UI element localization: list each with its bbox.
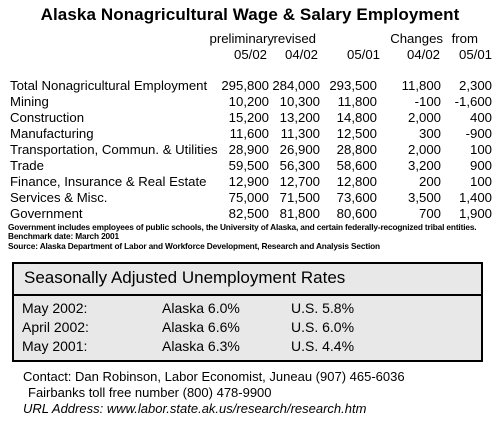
cell-0501: 73,600 [336, 190, 377, 205]
cell-0501: 293,500 [329, 78, 377, 93]
cell-prelim-0502: 11,600 [229, 126, 269, 141]
cell-prelim-0502: 82,500 [228, 206, 269, 221]
header-col-change-0501: 05/01 [458, 47, 492, 62]
cell-revised-0402: 10,300 [279, 94, 320, 109]
unemployment-title: Seasonally Adjusted Unemployment Rates [24, 268, 346, 287]
cell-0501: 58,600 [336, 158, 377, 173]
cell-0501: 28,800 [336, 142, 377, 157]
unemployment-period: May 2002: [22, 300, 88, 316]
column-header-row-2 [0, 47, 500, 63]
footnote-benchmark: Benchmark date: March 2001 [8, 232, 119, 242]
cell-change-0402: 3,200 [407, 158, 441, 173]
table-row-finance [0, 174, 500, 190]
unemployment-rates-box [12, 262, 483, 362]
unemployment-divider [14, 294, 481, 296]
cell-change-0402: 700 [418, 206, 441, 221]
cell-prelim-0502: 28,900 [228, 142, 269, 157]
cell-revised-0402: 12,700 [279, 174, 320, 189]
unemployment-us: U.S. 5.8% [291, 300, 355, 316]
header-revised: revised [273, 31, 316, 46]
cell-change-0501: 100 [469, 174, 492, 189]
unemployment-alaska: Alaska 6.0% [162, 300, 240, 316]
table-row-services [0, 190, 500, 206]
cell-change-0501: -1,600 [454, 94, 492, 109]
unemployment-row [14, 338, 481, 356]
cell-0501: 11,800 [337, 94, 377, 109]
row-label: Finance, Insurance & Real Estate [10, 174, 207, 189]
cell-0501: 12,800 [336, 174, 377, 189]
cell-revised-0402: 284,000 [272, 78, 320, 93]
row-label: Construction [10, 110, 85, 125]
cell-revised-0402: 11,300 [280, 126, 320, 141]
header-col-0502: 05/02 [233, 47, 267, 62]
cell-change-0402: -100 [414, 94, 441, 109]
table-row-construction [0, 110, 500, 126]
row-label: Services & Misc. [10, 190, 108, 205]
cell-change-0501: -900 [465, 126, 492, 141]
contact-info [23, 369, 405, 417]
cell-change-0402: 200 [418, 174, 441, 189]
cell-0501: 80,600 [336, 206, 377, 221]
cell-change-0402: 2,000 [407, 142, 441, 157]
table-row-transportation [0, 142, 500, 158]
table-footnotes [8, 223, 496, 251]
cell-revised-0402: 71,500 [279, 190, 320, 205]
cell-change-0402: 300 [418, 126, 441, 141]
cell-prelim-0502: 59,500 [228, 158, 269, 173]
header-changes: Changes [390, 31, 443, 46]
column-header-row-1 [0, 31, 500, 47]
row-label: Manufacturing [10, 126, 94, 141]
cell-change-0501: 2,300 [458, 78, 492, 93]
cell-revised-0402: 81,800 [279, 206, 320, 221]
cell-prelim-0502: 12,900 [228, 174, 269, 189]
unemployment-period: May 2001: [22, 338, 88, 354]
cell-change-0501: 1,400 [458, 190, 492, 205]
footnote-government: Government includes employees of public schools, the University of Alaska, and certain federally-recognized tribal entities. [8, 223, 477, 232]
cell-0501: 14,800 [336, 110, 377, 125]
cell-0501: 12,500 [336, 126, 377, 141]
header-col-0501: 05/01 [346, 47, 380, 62]
table-row-trade [0, 158, 500, 174]
cell-revised-0402: 13,200 [279, 110, 320, 125]
table-row-total [0, 78, 500, 94]
page-title: Alaska Nonagricultural Wage & Salary Employment [40, 5, 460, 24]
footnote-source: Source: Alaska Department of Labor and Workforce Development, Research and Analysis Section [8, 241, 380, 251]
cell-prelim-0502: 75,000 [228, 190, 269, 205]
header-preliminary: preliminary [209, 31, 274, 46]
row-label: Mining [10, 94, 49, 109]
header-from: from [451, 31, 478, 46]
header-col-0402: 04/02 [284, 47, 318, 62]
table-row-mining [0, 94, 500, 110]
cell-revised-0402: 56,300 [279, 158, 320, 173]
fairbanks-toll-free: Fairbanks toll free number (800) 478-9900 [28, 385, 272, 400]
cell-revised-0402: 26,900 [279, 142, 320, 157]
cell-change-0501: 100 [469, 142, 492, 157]
cell-change-0402: 2,000 [407, 110, 441, 125]
row-label: Trade [10, 158, 44, 173]
cell-change-0501: 900 [469, 158, 492, 173]
contact-line: Contact: Dan Robinson, Labor Economist, Juneau (907) 465-6036 [23, 369, 405, 384]
cell-prelim-0502: 15,200 [228, 110, 269, 125]
unemployment-period: April 2002: [22, 319, 89, 335]
table-row-manufacturing [0, 126, 500, 142]
cell-change-0501: 1,900 [458, 206, 492, 221]
unemployment-alaska: Alaska 6.3% [162, 338, 240, 354]
table-row-government [0, 206, 500, 222]
row-label: Transportation, Commun. & Utilities [10, 142, 218, 157]
unemployment-us: U.S. 4.4% [291, 338, 355, 354]
unemployment-alaska: Alaska 6.6% [162, 319, 240, 335]
url-address: URL Address: www.labor.state.ak.us/research/research.htm [23, 401, 367, 416]
cell-prelim-0502: 295,800 [221, 78, 269, 93]
row-label: Total Nonagricultural Employment [10, 78, 208, 93]
header-col-change-0402: 04/02 [406, 47, 440, 62]
cell-prelim-0502: 10,200 [228, 94, 269, 109]
row-label: Government [10, 206, 83, 221]
cell-change-0402: 11,800 [401, 78, 441, 93]
cell-change-0501: 400 [469, 110, 492, 125]
unemployment-us: U.S. 6.0% [291, 319, 355, 335]
unemployment-row [14, 319, 481, 337]
cell-change-0402: 3,500 [407, 190, 441, 205]
unemployment-row [14, 300, 481, 318]
